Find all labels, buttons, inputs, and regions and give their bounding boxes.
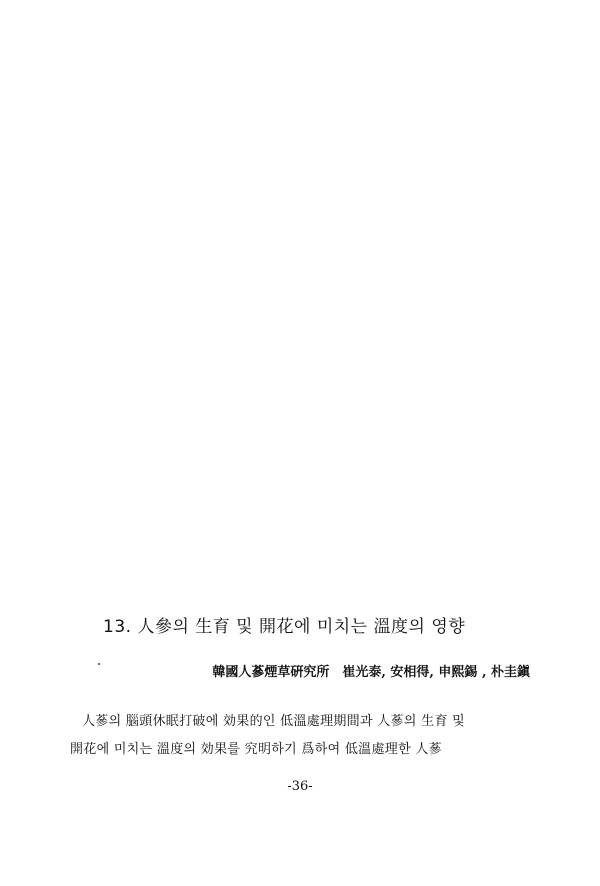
section-title: 13. 人參의 生育 및 開花에 미치는 溫度의 영향 xyxy=(103,617,466,637)
page-number: -36- xyxy=(287,779,313,794)
scan-speck xyxy=(98,663,100,665)
author-affiliation: 韓國人蔘煙草硏究所 崔光泰, 安相得, 申熙錫 , 朴圭鎭 xyxy=(212,665,530,680)
body-text-line: 人蔘의 腦頭休眠打破에 効果的인 低溫處理期間과 人蔘의 生育 및 xyxy=(82,714,466,729)
body-text-line: 開花에 미치는 溫度의 効果를 究明하기 爲하여 低溫處理한 人蔘 xyxy=(70,742,442,757)
